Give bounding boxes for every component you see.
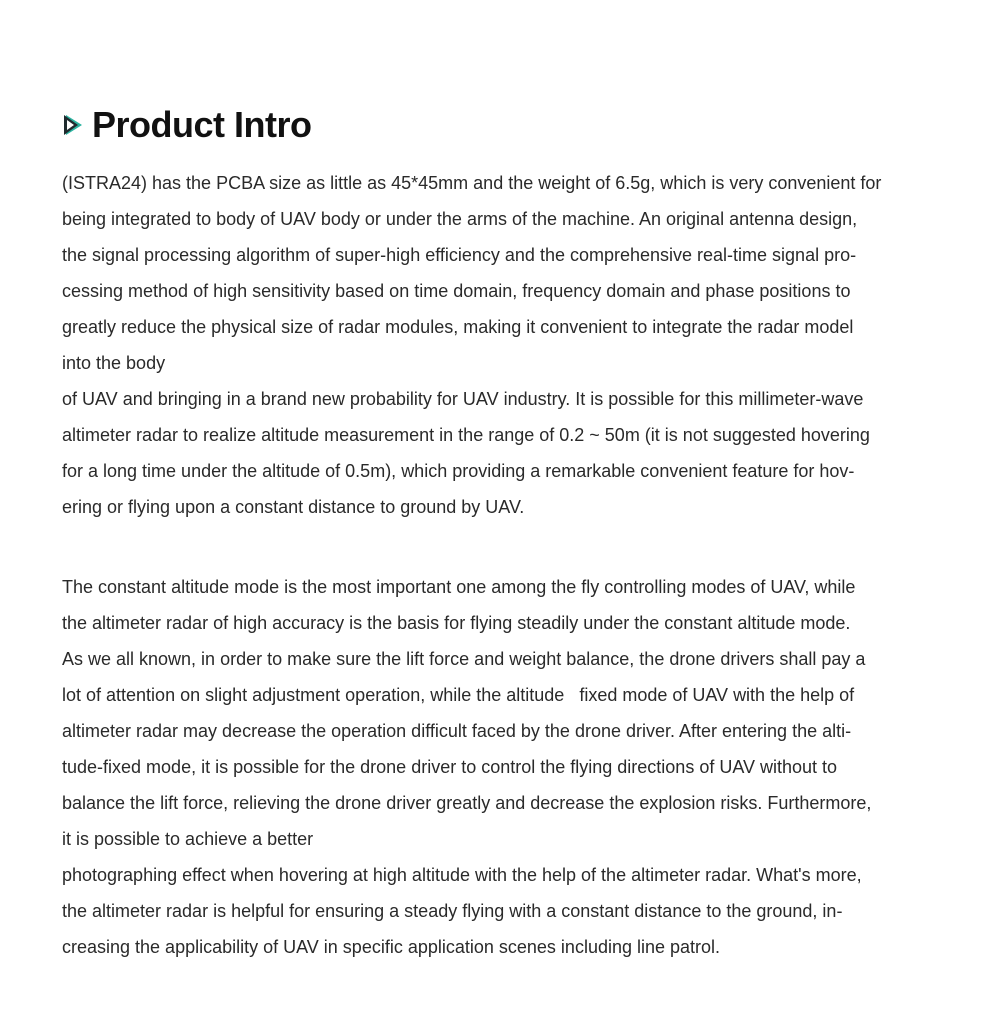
text-line: of UAV and bringing in a brand new probability for UAV industry. It is possible for this millimeter-wave xyxy=(62,389,864,409)
text-line: for a long time under the altitude of 0.5m), which providing a remarkable convenient feature for hov- xyxy=(62,461,855,481)
intro-paragraph-2 xyxy=(62,569,940,965)
text-line: balance the lift force, relieving the drone driver greatly and decrease the explosion risks. Furthermore, xyxy=(62,793,872,813)
text-line: the signal processing algorithm of super-high efficiency and the comprehensive real-time signal pro- xyxy=(62,245,857,265)
text-line: being integrated to body of UAV body or under the arms of the machine. An original antenna design, xyxy=(62,209,858,229)
text-line: lot of attention on slight adjustment operation, while the altitude fixed mode of UAV with the help of xyxy=(62,685,855,705)
text-line: photographing effect when hovering at high altitude with the help of the altimeter radar. What's more, xyxy=(62,865,862,885)
page-title: Product Intro xyxy=(92,104,312,145)
text-line: greatly reduce the physical size of radar modules, making it convenient to integrate the radar model xyxy=(62,317,854,337)
text-line: (ISTRA24) has the PCBA size as little as 45*45mm and the weight of 6.5g, which is very convenient for xyxy=(62,173,882,193)
intro-paragraph-1 xyxy=(62,165,940,525)
text-line: tude-fixed mode, it is possible for the drone driver to control the flying directions of UAV without to xyxy=(62,757,838,777)
text-line: into the body xyxy=(62,353,166,373)
text-line: altimeter radar may decrease the operation difficult faced by the drone driver. After entering the alti- xyxy=(62,721,852,741)
text-line: the altimeter radar of high accuracy is the basis for flying steadily under the constant altitude mode. xyxy=(62,613,851,633)
play-triangle-icon xyxy=(62,113,84,137)
text-line: cessing method of high sensitivity based on time domain, frequency domain and phase positions to xyxy=(62,281,851,301)
text-line: altimeter radar to realize altitude measurement in the range of 0.2 ~ 50m (it is not suggested hovering xyxy=(62,425,870,445)
section-heading xyxy=(62,100,940,150)
text-line: ering or flying upon a constant distance to ground by UAV. xyxy=(62,497,525,517)
paragraph-spacer xyxy=(62,525,940,569)
text-line: The constant altitude mode is the most important one among the fly controlling modes of UAV, while xyxy=(62,577,856,597)
text-line: creasing the applicability of UAV in specific application scenes including line patrol. xyxy=(62,937,721,957)
text-line: As we all known, in order to make sure the lift force and weight balance, the drone drivers shall pay a xyxy=(62,649,866,669)
text-line: it is possible to achieve a better xyxy=(62,829,314,849)
product-intro-section xyxy=(62,100,940,965)
text-line: the altimeter radar is helpful for ensuring a steady flying with a constant distance to the ground, in- xyxy=(62,901,843,921)
